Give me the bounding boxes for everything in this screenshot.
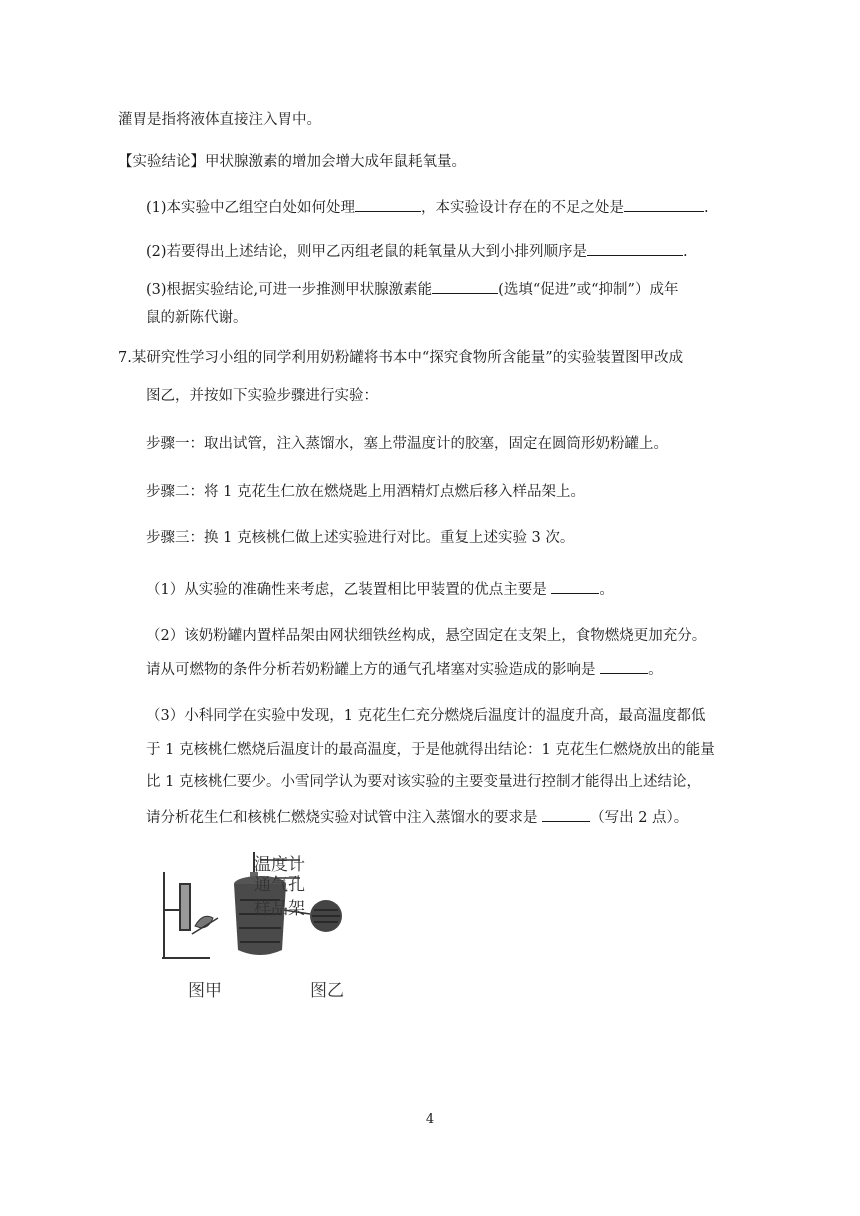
q7-sub-1-end: 。 (599, 582, 614, 598)
answer-blank[interactable] (355, 196, 421, 212)
label-sample-rack: 样品架 (254, 899, 305, 919)
q7-step-3: 步骤三：换 1 克核桃仁做上述实验进行对比。重复上述实验 3 次。 (146, 530, 575, 546)
answer-blank[interactable] (432, 278, 498, 294)
conclusion-prefix: 【实验结论】 (118, 154, 205, 170)
q6-1-text-b: ，本实验设计存在的不足之处是 (421, 200, 625, 216)
q6-2-text-b: . (683, 244, 688, 260)
caption-figure-b: 图乙 (310, 981, 344, 1001)
q7-sub-3-line-4 (146, 806, 688, 828)
conclusion-line (118, 152, 466, 172)
apparatus-figure (150, 850, 370, 1000)
q7-sub-2-line-2 (146, 658, 663, 680)
q6-item-3 (146, 278, 678, 300)
page-number: 4 (425, 1112, 435, 1127)
q7-sub-3-line-1: （3）小科同学在实验中发现，1 克花生仁充分燃烧后温度计的温度升高，最高温度都低 (146, 708, 706, 724)
q6-item-3-cont: 鼠的新陈代谢。 (146, 310, 248, 326)
q7-step-1: 步骤一：取出试管，注入蒸馏水，塞上带温度计的胶塞，固定在圆筒形奶粉罐上。 (146, 436, 668, 452)
label-thermometer: 温度计 (254, 855, 305, 875)
q7-sub-3-text: 请分析花生仁和核桃仁燃烧实验对试管中注入蒸馏水的要求是 (146, 810, 538, 826)
label-vent: 通气孔 (254, 875, 305, 895)
answer-blank[interactable] (551, 578, 599, 594)
q7-sub-3-line-2: 于 1 克核桃仁燃烧后温度计的最高温度，于是他就得出结论：1 克花生仁燃烧放出的能量 (146, 742, 715, 758)
q6-item-1 (146, 196, 709, 218)
q7-sub-3-end: （写出 2 点）。 (590, 810, 689, 826)
q7-stem-line-1: 7.某研究性学习小组的同学利用奶粉罐将书本中“探究食物所含能量”的实验装置图甲改成 (118, 350, 684, 366)
q6-1-text-c: . (704, 200, 709, 216)
caption-figure-a: 图甲 (188, 981, 222, 1001)
q7-sub-1 (146, 578, 614, 600)
q6-2-text-a: (2)若要得出上述结论，则甲乙丙组老鼠的耗氧量从大到小排列顺序是 (146, 244, 588, 260)
q6-item-2 (146, 240, 688, 262)
conclusion-text: 甲状腺激素的增加会增大成年鼠耗氧量。 (205, 154, 466, 170)
q6-1-text-a: (1)本实验中乙组空白处如何处理 (146, 200, 356, 216)
answer-blank[interactable] (600, 658, 648, 674)
figure-a-stand (162, 872, 218, 958)
q6-3-text-b: (选填“促进”或“抑制”）成年 (498, 282, 679, 298)
q7-step-2: 步骤二：将 1 克花生仁放在燃烧匙上用酒精灯点燃后移入样品架上。 (146, 484, 585, 500)
answer-blank[interactable] (542, 806, 590, 822)
q7-sub-1-text: （1）从实验的准确性来考虑，乙装置相比甲装置的优点主要是 (146, 582, 547, 598)
q7-sub-2-text: 请从可燃物的条件分析若奶粉罐上方的通气孔堵塞对实验造成的影响是 (146, 662, 596, 678)
q7-sub-2-end: 。 (648, 662, 663, 678)
q6-3-text-a: (3)根据实验结论,可进一步推测甲状腺激素能 (146, 282, 433, 298)
q7-sub-2-line-1: （2）该奶粉罐内置样品架由网状细铁丝构成，悬空固定在支架上，食物燃烧更加充分。 (146, 628, 707, 644)
answer-blank[interactable] (587, 240, 683, 256)
answer-blank[interactable] (624, 196, 704, 212)
q7-sub-3-line-3: 比 1 克核桃仁要少。小雪同学认为要对该实验的主要变量进行控制才能得出上述结论， (146, 774, 701, 790)
intro-line: 灌胃是指将液体直接注入胃中。 (118, 112, 321, 128)
q7-stem-line-2: 图乙，并按如下实验步骤进行实验： (146, 388, 378, 404)
